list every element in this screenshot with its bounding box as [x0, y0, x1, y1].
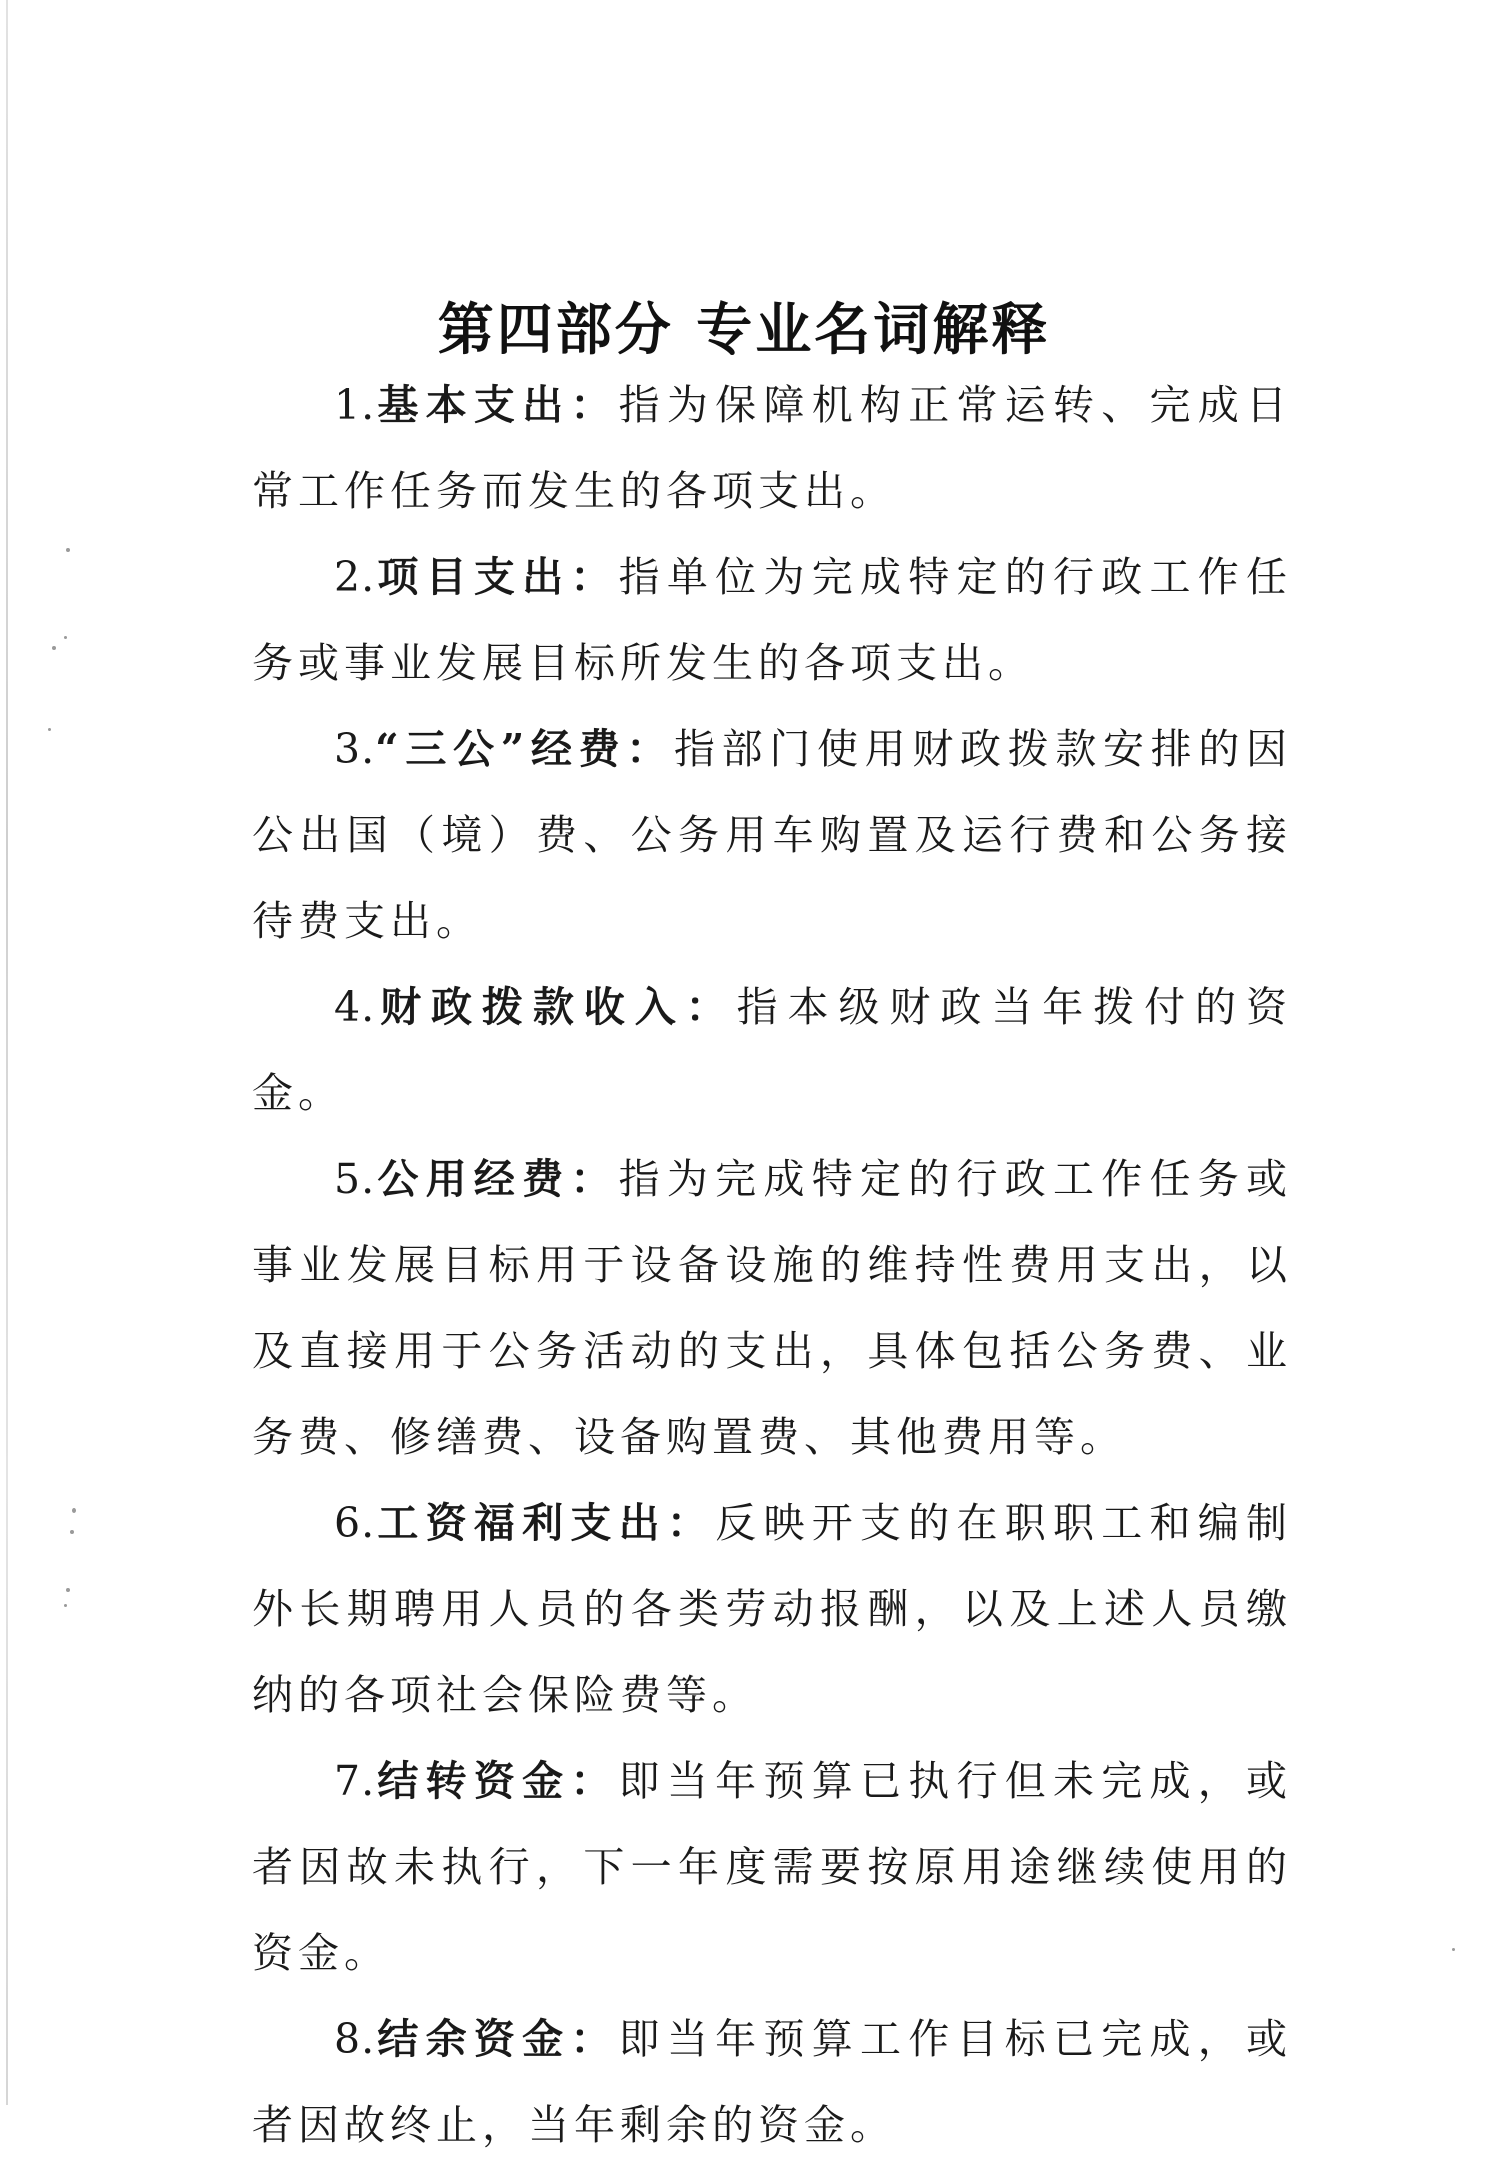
term-definition: 指为完成特定的行政工作任务或事业发展目标用于设备设施的维持性费用支出，以及直接用于公务活动的支出，具体包括公务费、业务费、修缮费、设备购置费、其他费用等。: [252, 1155, 1293, 1461]
term-item-2: [252, 534, 1292, 706]
term-definition: 反映开支的在职职工和编制外长期聘用人员的各类劳动报酬，以及上述人员缴纳的各项社会保险费等。: [252, 1499, 1293, 1719]
term-number: 2.: [334, 553, 376, 601]
term-number: 5.: [334, 1155, 376, 1203]
term-number: 1.: [334, 381, 376, 429]
term-number: 8.: [334, 2015, 376, 2063]
term-definition: 即当年预算工作目标已完成，或者因故终止，当年剩余的资金。: [252, 2015, 1293, 2149]
term-name: “三公”经费：: [375, 725, 674, 773]
term-name: 公用经费：: [375, 1155, 619, 1203]
term-item-8: [252, 1996, 1292, 2168]
term-item-4: [252, 964, 1292, 1136]
scan-speck: [66, 1588, 70, 1592]
term-definition: 指单位为完成特定的行政工作任务或事业发展目标所发生的各项支出。: [252, 553, 1293, 687]
scan-speck: [64, 636, 67, 639]
term-definition: 指本级财政当年拨付的资金。: [252, 983, 1292, 1117]
term-item-3: [252, 706, 1292, 964]
term-definition: 指部门使用财政拨款安排的因公出国（境）费、公务用车购置及运行费和公务接待费支出。: [252, 725, 1293, 945]
term-item-1: [252, 362, 1292, 534]
term-number: 3.: [334, 725, 376, 773]
term-name: 财政拨款收入：: [375, 983, 737, 1031]
scan-speck: [48, 728, 51, 731]
term-item-7: [252, 1738, 1292, 1996]
term-name: 结转资金：: [375, 1757, 619, 1805]
term-item-6: [252, 1480, 1292, 1738]
term-name: 基本支出：: [375, 381, 619, 429]
scan-speck: [64, 1604, 67, 1607]
scan-speck: [70, 1530, 74, 1534]
term-name: 工资福利支出：: [375, 1499, 716, 1547]
term-definition: 指为保障机构正常运转、完成日常工作任务而发生的各项支出。: [252, 381, 1293, 515]
terms-list: [252, 362, 1292, 2168]
term-definition: 即当年预算已执行但未完成，或者因故未执行，下一年度需要按原用途继续使用的资金。: [252, 1757, 1293, 1977]
term-number: 6.: [334, 1499, 376, 1547]
term-item-5: [252, 1136, 1292, 1480]
term-name: 项目支出：: [375, 553, 619, 601]
scan-speck: [66, 548, 70, 552]
term-number: 4.: [334, 983, 376, 1031]
scan-speck: [1452, 1948, 1455, 1951]
scan-speck: [52, 646, 56, 650]
page-title: 第四部分 专业名词解释: [437, 296, 1051, 363]
term-name: 结余资金：: [375, 2015, 619, 2063]
term-number: 7.: [334, 1757, 376, 1805]
scan-speck: [72, 1508, 76, 1513]
